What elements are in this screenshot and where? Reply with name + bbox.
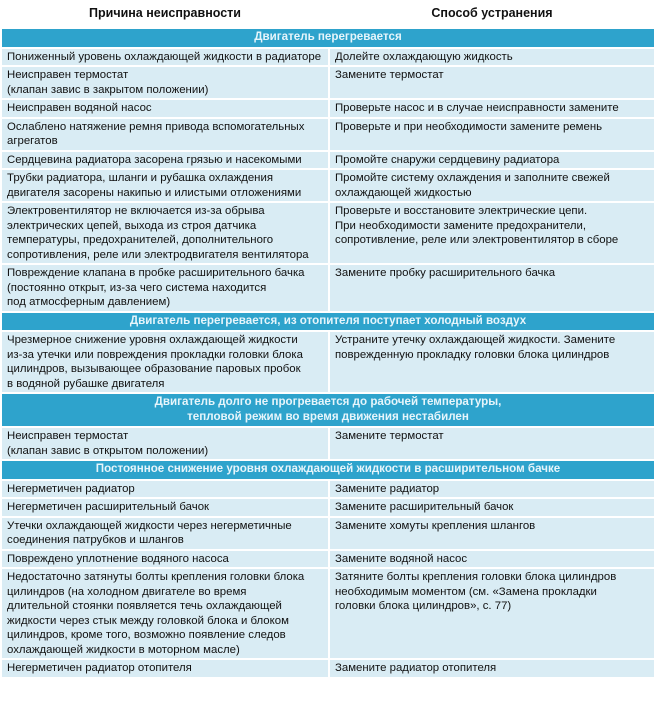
text-line: Проверьте и при необходимости замените ремень [335, 120, 603, 133]
table-body [2, 28, 654, 678]
remedy-cell [329, 202, 654, 264]
text-line: в водяной рубашке двигателя [7, 377, 165, 390]
text-line: цилиндров, кроме того, возможно появление следов [7, 629, 286, 641]
text-line: Негерметичен радиатор отопителя [7, 662, 192, 674]
table-row [2, 151, 654, 170]
text-line: Негерметичен радиатор [7, 482, 135, 495]
text-line: двигателя засорены накипью и илистыми отложениями [7, 186, 302, 199]
text-line: Утечки охлаждающей жидкости через негерметичные [7, 519, 292, 532]
remedy-cell [329, 331, 654, 393]
text-line: под атмосферным давлением) [7, 296, 171, 308]
text-line: (постоянно открыт, из-за чего система находится [7, 281, 267, 294]
text-line: охлаждающей жидкостью [335, 186, 472, 199]
text-line: Замените водяной насос [335, 552, 468, 565]
remedy-cell [329, 568, 654, 659]
section-title [2, 28, 654, 48]
cause-cell [2, 480, 329, 499]
text-line: Неисправен водяной насос [7, 102, 152, 114]
text-line: соединения патрубков и шлангов [7, 534, 184, 546]
header-remedy: Способ устранения [329, 0, 654, 28]
text-line: Недостаточно затянуты болты крепления головки блока [7, 571, 305, 583]
remedy-cell [329, 118, 654, 151]
remedy-cell [329, 66, 654, 99]
table-header-row [2, 0, 654, 28]
remedy-cell [329, 427, 654, 460]
text-line: Замените термостат [335, 69, 444, 81]
text-line: Проверьте и восстановите электрические цепи. [335, 205, 588, 217]
remedy-cell [329, 99, 654, 118]
text-line: Двигатель перегревается [254, 30, 402, 43]
header-cause: Причина неисправности [2, 0, 329, 28]
cause-cell [2, 498, 329, 517]
text-line: температуры, предохранителей, дополнительного [7, 234, 274, 246]
cause-cell [2, 66, 329, 99]
remedy-cell [329, 480, 654, 499]
text-line: поврежденную прокладку головки блока цилиндров [335, 348, 610, 361]
text-line: Чрезмерное снижение уровня охлаждающей жидкости [7, 334, 298, 346]
text-line: головки блока цилиндров», с. 77) [335, 600, 512, 612]
text-line: длительной стоянки появляется течь охлаждающей [7, 600, 282, 612]
remedy-cell [329, 264, 654, 312]
table-row [2, 169, 654, 202]
text-line: (клапан завис в открытом положении) [7, 444, 209, 457]
text-line: необходимым моментом (см. «Замена прокладки [335, 585, 597, 598]
text-line: Негерметичен расширительный бачок [7, 501, 210, 513]
text-line: Замените хомуты крепления шлангов [335, 519, 536, 532]
cause-cell [2, 568, 329, 659]
table-row [2, 498, 654, 517]
text-line: Долейте охлаждающую жидкость [335, 50, 513, 63]
text-line: Ослаблено натяжение ремня привода вспомогательных [7, 120, 305, 133]
remedy-cell [329, 151, 654, 170]
text-line: из-за утечки или повреждения прокладки головки блока [7, 348, 303, 361]
table-row [2, 48, 654, 67]
text-line: Замените расширительный бачок [335, 501, 514, 513]
remedy-cell [329, 659, 654, 678]
table-row [2, 202, 654, 264]
text-line: Проверьте насос и в случае неисправности замените [335, 102, 619, 114]
text-line: агрегатов [7, 135, 58, 147]
text-line: Промойте систему охлаждения и заполните свежей [335, 172, 610, 184]
section-title [2, 312, 654, 332]
table-row [2, 264, 654, 312]
text-line: Устраните утечку охлаждающей жидкости. Замените [335, 334, 616, 346]
text-line: Электровентилятор не включается из-за обрыва [7, 205, 265, 217]
cause-cell [2, 517, 329, 550]
text-line: Постоянное снижение уровня охлаждающей жидкости в расширительном бачке [95, 462, 561, 475]
text-line: При необходимости замените предохранители, [335, 219, 587, 232]
text-line: цилиндров (на холодном двигателе во время [7, 585, 247, 598]
cause-cell [2, 48, 329, 67]
section-row [2, 393, 654, 427]
text-line: тепловой режим во время движения нестабилен [187, 409, 469, 423]
text-line: Замените пробку расширительного бачка [335, 267, 556, 279]
table-row [2, 99, 654, 118]
table-row [2, 659, 654, 678]
section-title [2, 460, 654, 480]
table-row [2, 568, 654, 659]
table-row [2, 118, 654, 151]
section-title [2, 393, 654, 427]
table-row [2, 480, 654, 499]
cause-cell [2, 202, 329, 264]
remedy-cell [329, 550, 654, 569]
text-line: (клапан завис в закрытом положении) [7, 83, 209, 96]
section-row [2, 312, 654, 332]
cause-cell [2, 659, 329, 678]
remedy-cell [329, 169, 654, 202]
text-line: Замените радиатор отопителя [335, 662, 497, 674]
text-line: Замените радиатор [335, 482, 440, 495]
text-line: жидкости через стык между головкой блока и блоком [7, 614, 289, 627]
table-row [2, 517, 654, 550]
cause-cell [2, 427, 329, 460]
cause-cell [2, 99, 329, 118]
text-line: Сердцевина радиатора засорена грязью и насекомыми [7, 153, 302, 166]
cause-cell [2, 169, 329, 202]
text-line: электрических цепей, выхода из строя датчика [7, 219, 257, 232]
text-line: цилиндров, вызывающее образование паровых пробок [7, 363, 301, 375]
text-line: сопротивления, реле или электродвигателя вентилятора [7, 248, 309, 261]
remedy-cell [329, 517, 654, 550]
table-row [2, 550, 654, 569]
remedy-cell [329, 498, 654, 517]
cause-cell [2, 264, 329, 312]
text-line: Повреждено уплотнение водяного насоса [7, 552, 229, 565]
cause-cell [2, 331, 329, 393]
table-row [2, 427, 654, 460]
text-line: Двигатель долго не прогревается до рабочей температуры, [154, 395, 502, 408]
section-row [2, 28, 654, 48]
text-line: Замените термостат [335, 430, 444, 442]
remedy-cell [329, 48, 654, 67]
cause-cell [2, 118, 329, 151]
text-line: Повреждение клапана в пробке расширительного бачка [7, 267, 305, 279]
text-line: Двигатель перегревается, из отопителя поступает холодный воздух [129, 313, 527, 327]
table-row [2, 331, 654, 393]
table-row [2, 66, 654, 99]
text-line: Неисправен термостат [7, 430, 129, 442]
text-line: Трубки радиатора, шланги и рубашка охлаждения [7, 172, 273, 184]
cause-cell [2, 550, 329, 569]
text-line: Промойте снаружи сердцевину радиатора [335, 153, 560, 166]
text-line: Затяните болты крепления головки блока цилиндров [335, 571, 617, 583]
cause-cell [2, 151, 329, 170]
text-line: Пониженный уровень охлаждающей жидкости в радиаторе [7, 50, 322, 63]
section-row [2, 460, 654, 480]
text-line: Неисправен термостат [7, 69, 129, 81]
text-line: сопротивление, реле или электровентилятор в сборе [335, 234, 619, 246]
troubleshooting-table [2, 0, 654, 679]
text-line: охлаждающей жидкости в моторном масле) [7, 643, 240, 656]
